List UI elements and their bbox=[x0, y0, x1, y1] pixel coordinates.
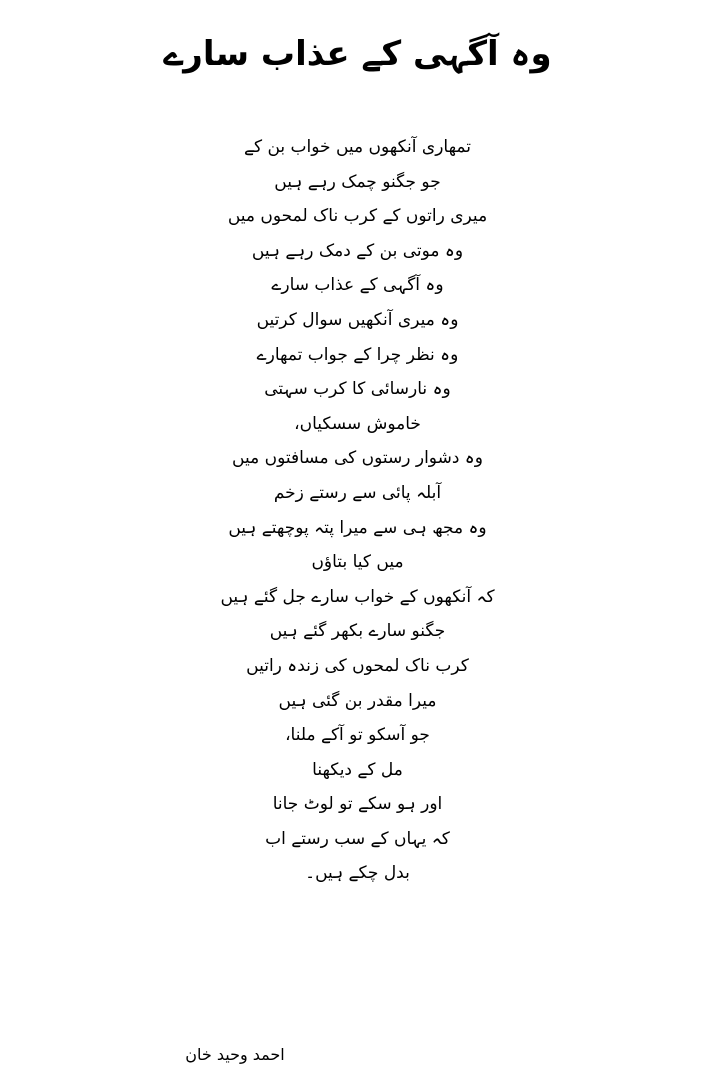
poem-line: جو آسکو تو آکے ملنا، bbox=[285, 725, 430, 746]
poem-body bbox=[0, 130, 715, 891]
poem-line: میرا مقدر بن گئی ہیں bbox=[278, 690, 437, 711]
poem-line: وہ نظر چرا کے جواب تمھارے bbox=[256, 344, 459, 365]
poem-line: وہ نارسائی کا کرب سہتی bbox=[264, 379, 451, 400]
poem-line: وہ مجھ ہی سے میرا پتہ پوچھتے ہیں bbox=[228, 517, 487, 538]
poem-line: تمھاری آنکھوں میں خواب بن کے bbox=[244, 137, 471, 157]
author-signature: احمد وحید خان bbox=[185, 1045, 285, 1064]
poem-line: کہ آنکھوں کے خواب سارے جل گئے ہیں bbox=[220, 586, 495, 607]
poem-title: وہ آگہی کے عذاب سارے bbox=[163, 34, 552, 74]
poem-line: میری راتوں کے کرب ناک لمحوں میں bbox=[227, 206, 488, 227]
poem-line: وہ آگہی کے عذاب سارے bbox=[271, 275, 444, 296]
poem-line: کہ یہاں کے سب رستے اب bbox=[265, 828, 450, 849]
poem-line: وہ دشوار رستوں کی مسافتوں میں bbox=[232, 448, 483, 469]
poem-line: کرب ناک لمحوں کی زندہ راتیں bbox=[246, 655, 469, 676]
poem-line: جو جگنو چمک رہے ہیں bbox=[274, 171, 441, 192]
poem-line: میں کیا بتاؤں bbox=[311, 552, 404, 573]
poem-line: بدل چکے ہیں۔ bbox=[305, 863, 410, 884]
poem-line: وہ میری آنکھیں سوال کرتیں bbox=[256, 309, 459, 330]
poem-line: وہ موتی بن کے دمک رہے ہیں bbox=[251, 240, 464, 261]
poem-line: خاموش سسکیاں، bbox=[294, 413, 421, 434]
poem-line: جگنو سارے بکھر گئے ہیں bbox=[269, 621, 446, 642]
poem-line: مل کے دیکھنا bbox=[312, 759, 403, 780]
poem-line: اور ہو سکے تو لوٹ جانا bbox=[272, 794, 443, 815]
poem-line: آبلہ پائی سے رستے زخم bbox=[273, 482, 442, 503]
